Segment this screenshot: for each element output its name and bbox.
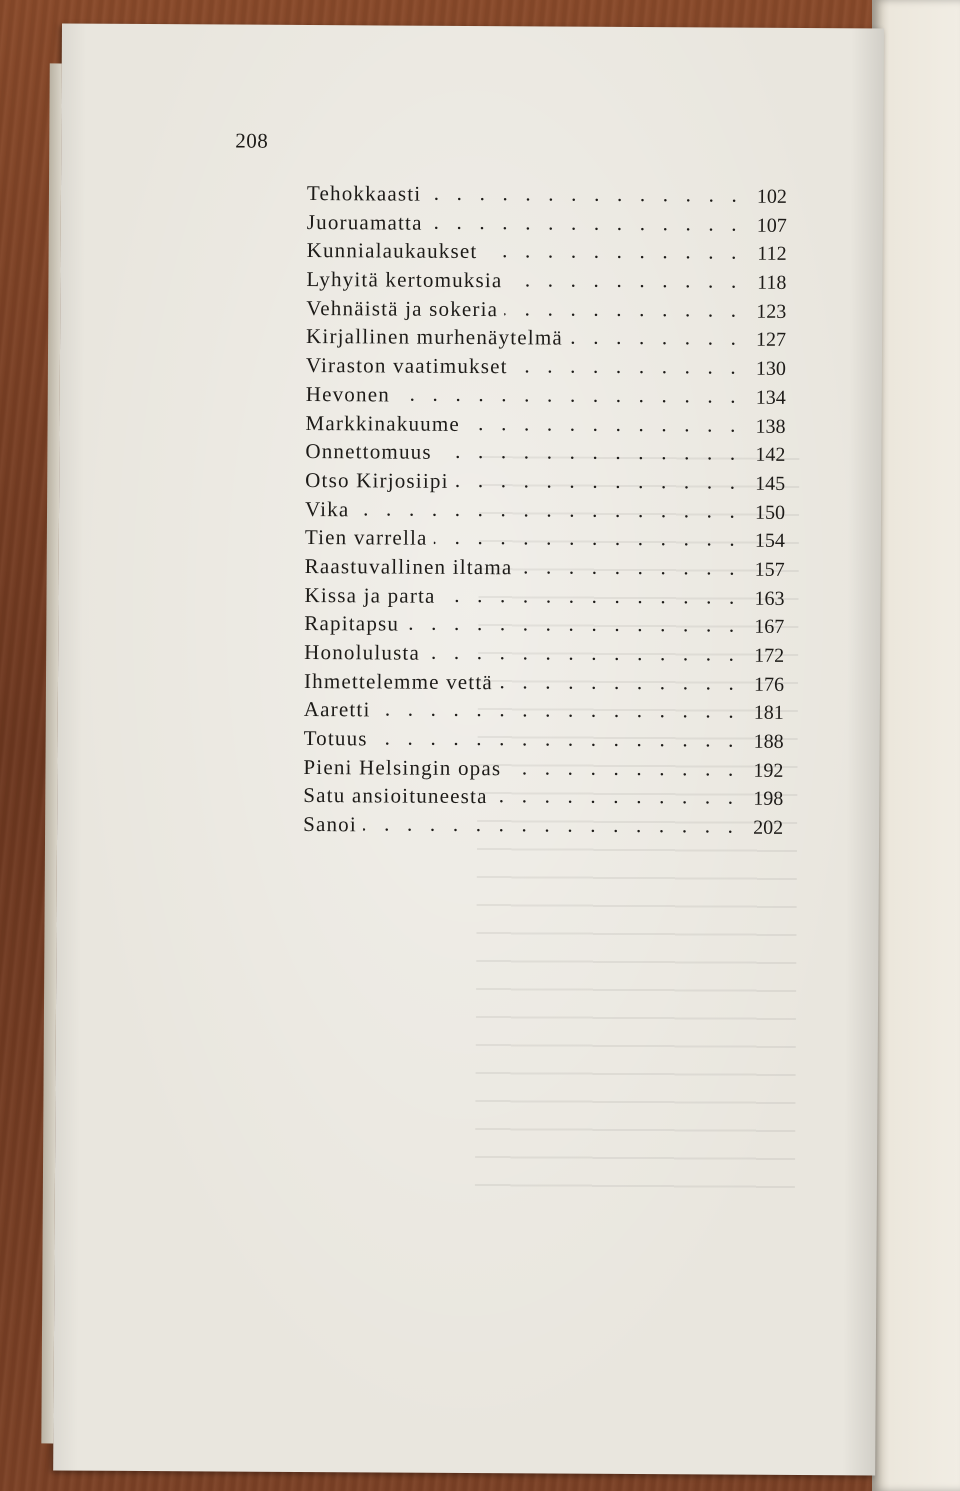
toc-entry-title: Ihmettelemme vettä [303, 668, 494, 694]
dot-leader [466, 410, 742, 433]
dot-leader [569, 325, 742, 347]
facing-page-edge [872, 0, 960, 1491]
toc-entry-title: Kirjallinen murhenäytelmä [306, 324, 564, 350]
toc-entry-page: 142 [755, 443, 786, 467]
toc-entry-page: 130 [755, 357, 786, 381]
toc-entry-title: Lyhyitä kertomuksia [306, 267, 503, 293]
toc-entry [303, 781, 783, 813]
toc-entry-page: 192 [753, 759, 784, 782]
toc-entry-page: 172 [754, 644, 785, 667]
table-of-contents [303, 179, 787, 842]
dot-leader [405, 611, 740, 634]
dot-leader [374, 725, 740, 748]
toc-entry-title: Tien varrella [304, 525, 428, 550]
toc-entry-title: Vehnäistä ja sokeria [306, 295, 499, 321]
dot-leader [514, 353, 742, 375]
toc-entry-page: 154 [754, 529, 785, 553]
toc-entry-page: 202 [753, 816, 784, 840]
toc-entry-page: 176 [753, 673, 785, 696]
book-page [53, 23, 884, 1475]
toc-entry-page: 188 [753, 730, 784, 753]
toc-entry [307, 179, 787, 211]
toc-entry-page: 123 [756, 300, 787, 323]
toc-entry-page: 198 [753, 788, 784, 811]
toc-entry-title: Raastuvallinen iltama [304, 553, 513, 580]
toc-entry [305, 495, 785, 527]
dot-leader [518, 554, 740, 576]
toc-entry [304, 581, 784, 613]
toc-entry-page: 102 [756, 185, 788, 208]
dot-leader [442, 582, 741, 605]
dot-leader [507, 755, 739, 777]
dot-leader [483, 238, 742, 261]
toc-entry-title: Juoruamatta [306, 209, 423, 235]
dot-leader [455, 468, 742, 491]
toc-entry-title: Kunnialaukaukset [306, 238, 478, 264]
toc-entry-page: 150 [754, 501, 786, 524]
page-number: 208 [235, 128, 269, 153]
toc-entry [306, 322, 786, 354]
dot-leader [426, 640, 740, 663]
toc-entry-page: 181 [753, 702, 784, 725]
toc-entry-page: 163 [754, 587, 785, 610]
toc-entry-page: 118 [757, 271, 787, 294]
toc-entry [304, 609, 784, 641]
dot-leader [363, 811, 739, 834]
toc-entry-title: Hevonen [305, 381, 391, 407]
toc-entry-title: Honolulusta [304, 639, 421, 665]
toc-entry-title: Sanoi [303, 812, 358, 837]
toc-entry-title: Viraston vaatimukset [305, 353, 508, 379]
toc-entry-title: Aaretti [303, 697, 371, 722]
toc-entry [306, 265, 786, 297]
toc-entry [307, 236, 787, 268]
toc-entry-page: 127 [756, 329, 787, 352]
toc-entry-page: 107 [756, 214, 787, 237]
toc-entry-title: Rapitapsu [304, 611, 400, 636]
toc-entry [305, 437, 785, 469]
toc-entry [306, 380, 786, 412]
toc-entry-title: Markkinakuume [305, 410, 461, 436]
toc-entry [305, 466, 785, 498]
toc-entry-title: Totuus [303, 726, 368, 751]
dot-leader [499, 669, 740, 691]
toc-entry-title: Satu ansioituneesta [303, 783, 488, 809]
toc-entry [303, 753, 783, 785]
toc-entry [305, 408, 785, 440]
toc-entry-page: 134 [755, 386, 786, 409]
toc-entry-title: Vika [304, 496, 350, 521]
toc-entry-title: Pieni Helsingin opas [303, 754, 502, 780]
toc-entry [304, 638, 784, 670]
page-stack-edge [41, 63, 61, 1443]
dot-leader [355, 496, 741, 519]
dot-leader [429, 209, 743, 232]
toc-entry-page: 157 [754, 558, 785, 581]
toc-entry [304, 724, 784, 756]
toc-entry [305, 552, 785, 584]
dot-leader [438, 439, 742, 462]
toc-entry [304, 695, 784, 727]
dot-leader [427, 181, 743, 204]
dot-leader [508, 267, 742, 289]
toc-entry [307, 208, 787, 240]
toc-entry-page: 145 [755, 472, 786, 495]
dot-leader [396, 381, 742, 404]
toc-entry-page: 167 [754, 616, 785, 639]
dot-leader [434, 525, 741, 548]
toc-entry-title: Otso Kirjosiipi [305, 467, 449, 493]
toc-entry [306, 351, 786, 383]
toc-entry-title: Onnettomuus [305, 439, 432, 464]
dot-leader [504, 296, 742, 318]
dot-leader [376, 697, 739, 720]
toc-entry [306, 294, 786, 326]
toc-entry [305, 523, 785, 555]
toc-entry-title: Tehokkaasti [306, 180, 422, 206]
toc-entry [303, 810, 783, 842]
toc-entry-page: 112 [757, 243, 787, 266]
toc-entry-title: Kissa ja parta [304, 582, 436, 608]
dot-leader [494, 784, 740, 807]
toc-entry [304, 667, 784, 699]
toc-entry-page: 138 [755, 415, 786, 438]
